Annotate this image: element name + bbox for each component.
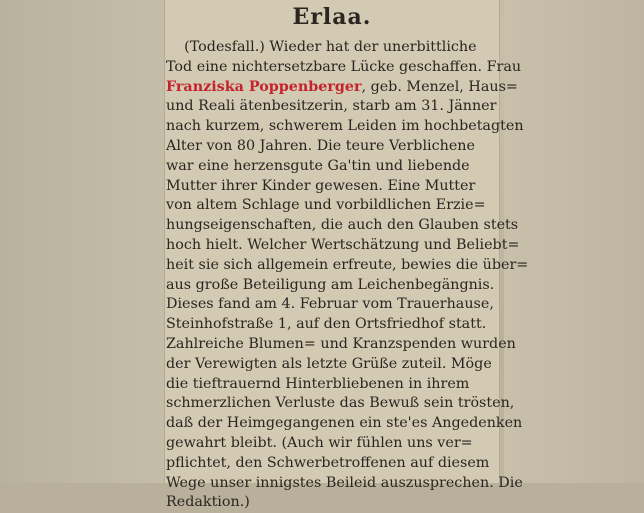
body-line: , geb. Menzel, Haus= (361, 78, 518, 95)
body-line: Wege unser innigstes Beileid auszusprechen. Die (166, 474, 523, 491)
body-line: (Todesfall.) Wieder hat der unerbittliche (166, 39, 477, 55)
body-line: Tod eine nichtersetzbare Lücke geschaffen. Frau (166, 58, 522, 75)
body-line: Redaktion.) (166, 494, 250, 511)
body-line: Mutter ihrer Kinder gewesen. Eine Mutter (166, 177, 476, 194)
body-line: heit sie sich allgemein erfreute, bewies die über= (166, 256, 529, 273)
body-line: von altem Schlage und vorbildlichen Erzie= (166, 197, 486, 214)
body-line: Dieses fand am 4. Februar vom Trauerhause, (166, 296, 494, 313)
body-line: schmerzlichen Verluste das Bewuß sein trösten, (166, 395, 515, 412)
article-column (164, 0, 529, 511)
deceased-name: Franziska Poppenberger (166, 78, 362, 95)
body-line: der Verewigten als letzte Grüße zuteil. Möge (166, 355, 492, 372)
paper-margin-right (504, 0, 644, 483)
article-heading: Erlaa. (292, 4, 372, 30)
body-line: daß der Heimgegangenen ein ste'es Angedenken (166, 415, 523, 432)
body-line: die tieftrauernd Hinterbliebenen in ihrem (166, 375, 470, 392)
body-line: war eine herzensgute Ga'tin und liebende (166, 157, 470, 174)
paper-margin-left (0, 0, 190, 483)
article-body (165, 38, 529, 513)
body-line: aus große Beteiligung am Leichenbegängnis. (166, 276, 495, 293)
body-line: Steinhofstraße 1, auf den Ortsfriedhof statt. (166, 316, 487, 333)
body-line: Zahlreiche Blumen= und Kranzspenden wurden (166, 335, 516, 352)
body-line: nach kurzem, schwerem Leiden im hochbetagten (166, 118, 524, 135)
body-line: gewahrt bleibt. (Auch wir fühlen uns ver= (166, 434, 473, 451)
body-line: hoch hielt. Welcher Wertschätzung und Beliebt= (166, 236, 520, 253)
body-line: pflichtet, den Schwerbetroffenen auf diesem (166, 454, 490, 471)
body-line: hungseigenschaften, die auch den Glauben stets (166, 217, 519, 234)
body-line: und Reali ätenbesitzerin, starb am 31. Jänner (166, 98, 497, 115)
body-line: Alter von 80 Jahren. Die teure Verblichene (166, 137, 475, 154)
